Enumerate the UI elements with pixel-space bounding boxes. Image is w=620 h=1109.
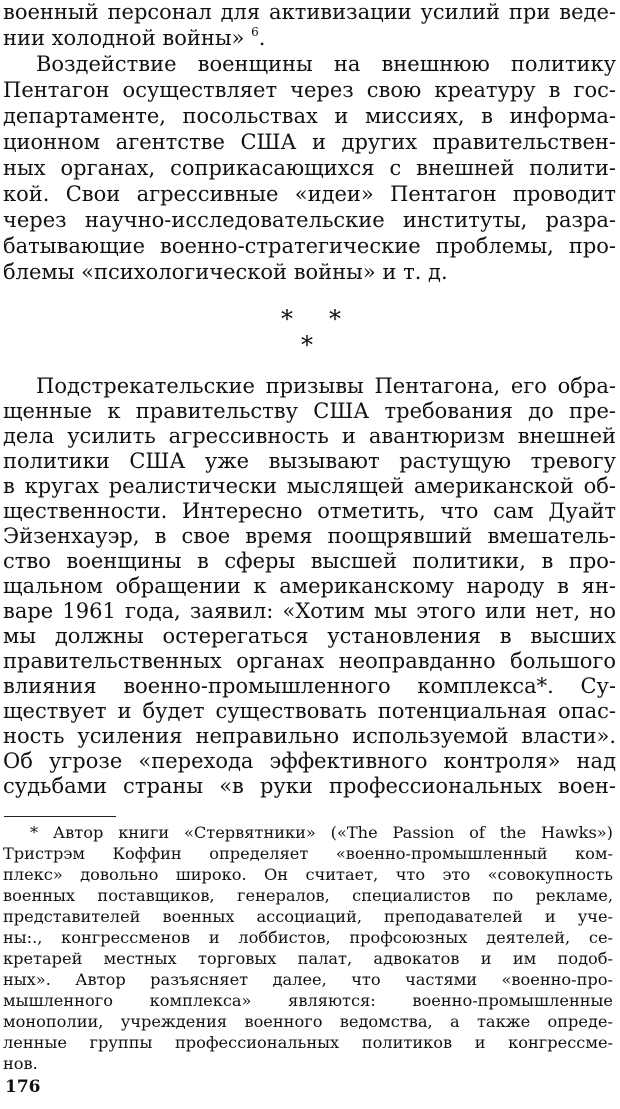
text-line: дела усилить агрессивность и авантюризм внешней [3,424,616,448]
text-line: Подстрекательские призывы Пентагона, его обра- [36,374,616,398]
footnote-line: * Автор книги «Стервятники» («The Passion of the Hawks») [30,823,613,842]
footnote-line: кретарей местных торговых палат, адвокатов и им подоб- [3,949,613,968]
text-line: департаменте, посольствах и миссиях, в информа- [3,104,616,128]
text-line: ность усиления неправильно используемой власти». [3,724,616,748]
footnote-line: нов. [3,1054,38,1073]
text-line: кой. Свои агрессивные «идеи» Пентагон проводит [3,182,616,206]
text-line: в кругах реалистически мыслящей американской об- [3,474,616,498]
text-line: ционном агентстве США и других правительствен- [3,130,616,154]
footnote-line: представителей военных ассоциаций, преподавателей и уче- [3,907,613,926]
text-line: ных органах, соприкасающихся с внешней полити- [3,156,616,180]
text-line [3,25,616,51]
separator-star: * [301,331,313,359]
footnote-line: ных». Автор разъясняет далее, что частями «военно-про- [3,970,613,989]
text-line: батывающие военно-стратегические проблемы, про- [3,234,616,258]
footnote-line: ленные группы профессиональных политиков и конгрессме- [3,1033,613,1052]
text-line: Пентагон осуществляет через свою креатуру в гос- [3,78,616,102]
footnote-line: военных поставщиков, генералов, специалистов по рекламе, [3,886,613,905]
text-line: через научно-исследовательские институты, разра- [3,208,616,232]
text-line: мы должны остерегаться установления в высших [3,624,616,648]
text-line: щественности. Интересно отметить, что сам Дуайт [3,499,616,523]
footnote-divider [4,816,116,817]
footnote-line: ны:., конгрессменов и лоббистов, профсоюзных деятелей, се- [3,928,613,947]
footnote-line: мышленного комплекса» являются: военно-промышленные [3,991,613,1010]
text-line: варе 1961 года, заявил: «Хотим мы этого или нет, но [3,599,616,623]
text-line: Об угрозе «перехода эффективного контроля» над [3,749,616,773]
text-line: блемы «психологической войны» и т. д. [3,260,448,284]
page-number: 176 [5,1077,41,1097]
footnote-line: монополии, учреждения военного ведомства, а также опреде- [3,1012,613,1031]
text-line: правительственных органах неоправданно большого [3,649,616,673]
text-line: политики США уже вызывают растущую тревогу [3,449,616,473]
text-line: Эйзенхауэр, в свое время поощрявший вмешатель- [3,524,616,548]
section-separator [281,307,341,331]
text-line: судьбами страны «в руки профессиональных воен- [3,774,616,798]
footnote-line: Тристрэм Коффин определяет «военно-промышленный ком- [3,844,613,863]
text-line: ществует и будет существовать потенциальная опас- [3,699,616,723]
text-line: ство военщины в сферы высшей политики, в про- [3,549,616,573]
separator-star: * [281,305,293,333]
text-line: военный персонал для активизации усилий при веде- [3,0,616,24]
text-line: влияния военно-промышленного комплекса*. Су- [3,674,616,698]
text-line: щальном обращении к американскому народу в ян- [3,574,616,598]
text-fragment: . [258,26,266,50]
text-line: Воздействие военщины на внешнюю политику [36,52,616,76]
text-fragment: нии холодной войны» [3,26,245,50]
text-line: щенные к правительству США требования до пре- [3,399,616,423]
footnote-line: плекс» довольно широко. Он считает, что это «совокупность [3,865,613,884]
separator-star: * [329,305,341,333]
footnote-reference: 6 [251,25,259,39]
